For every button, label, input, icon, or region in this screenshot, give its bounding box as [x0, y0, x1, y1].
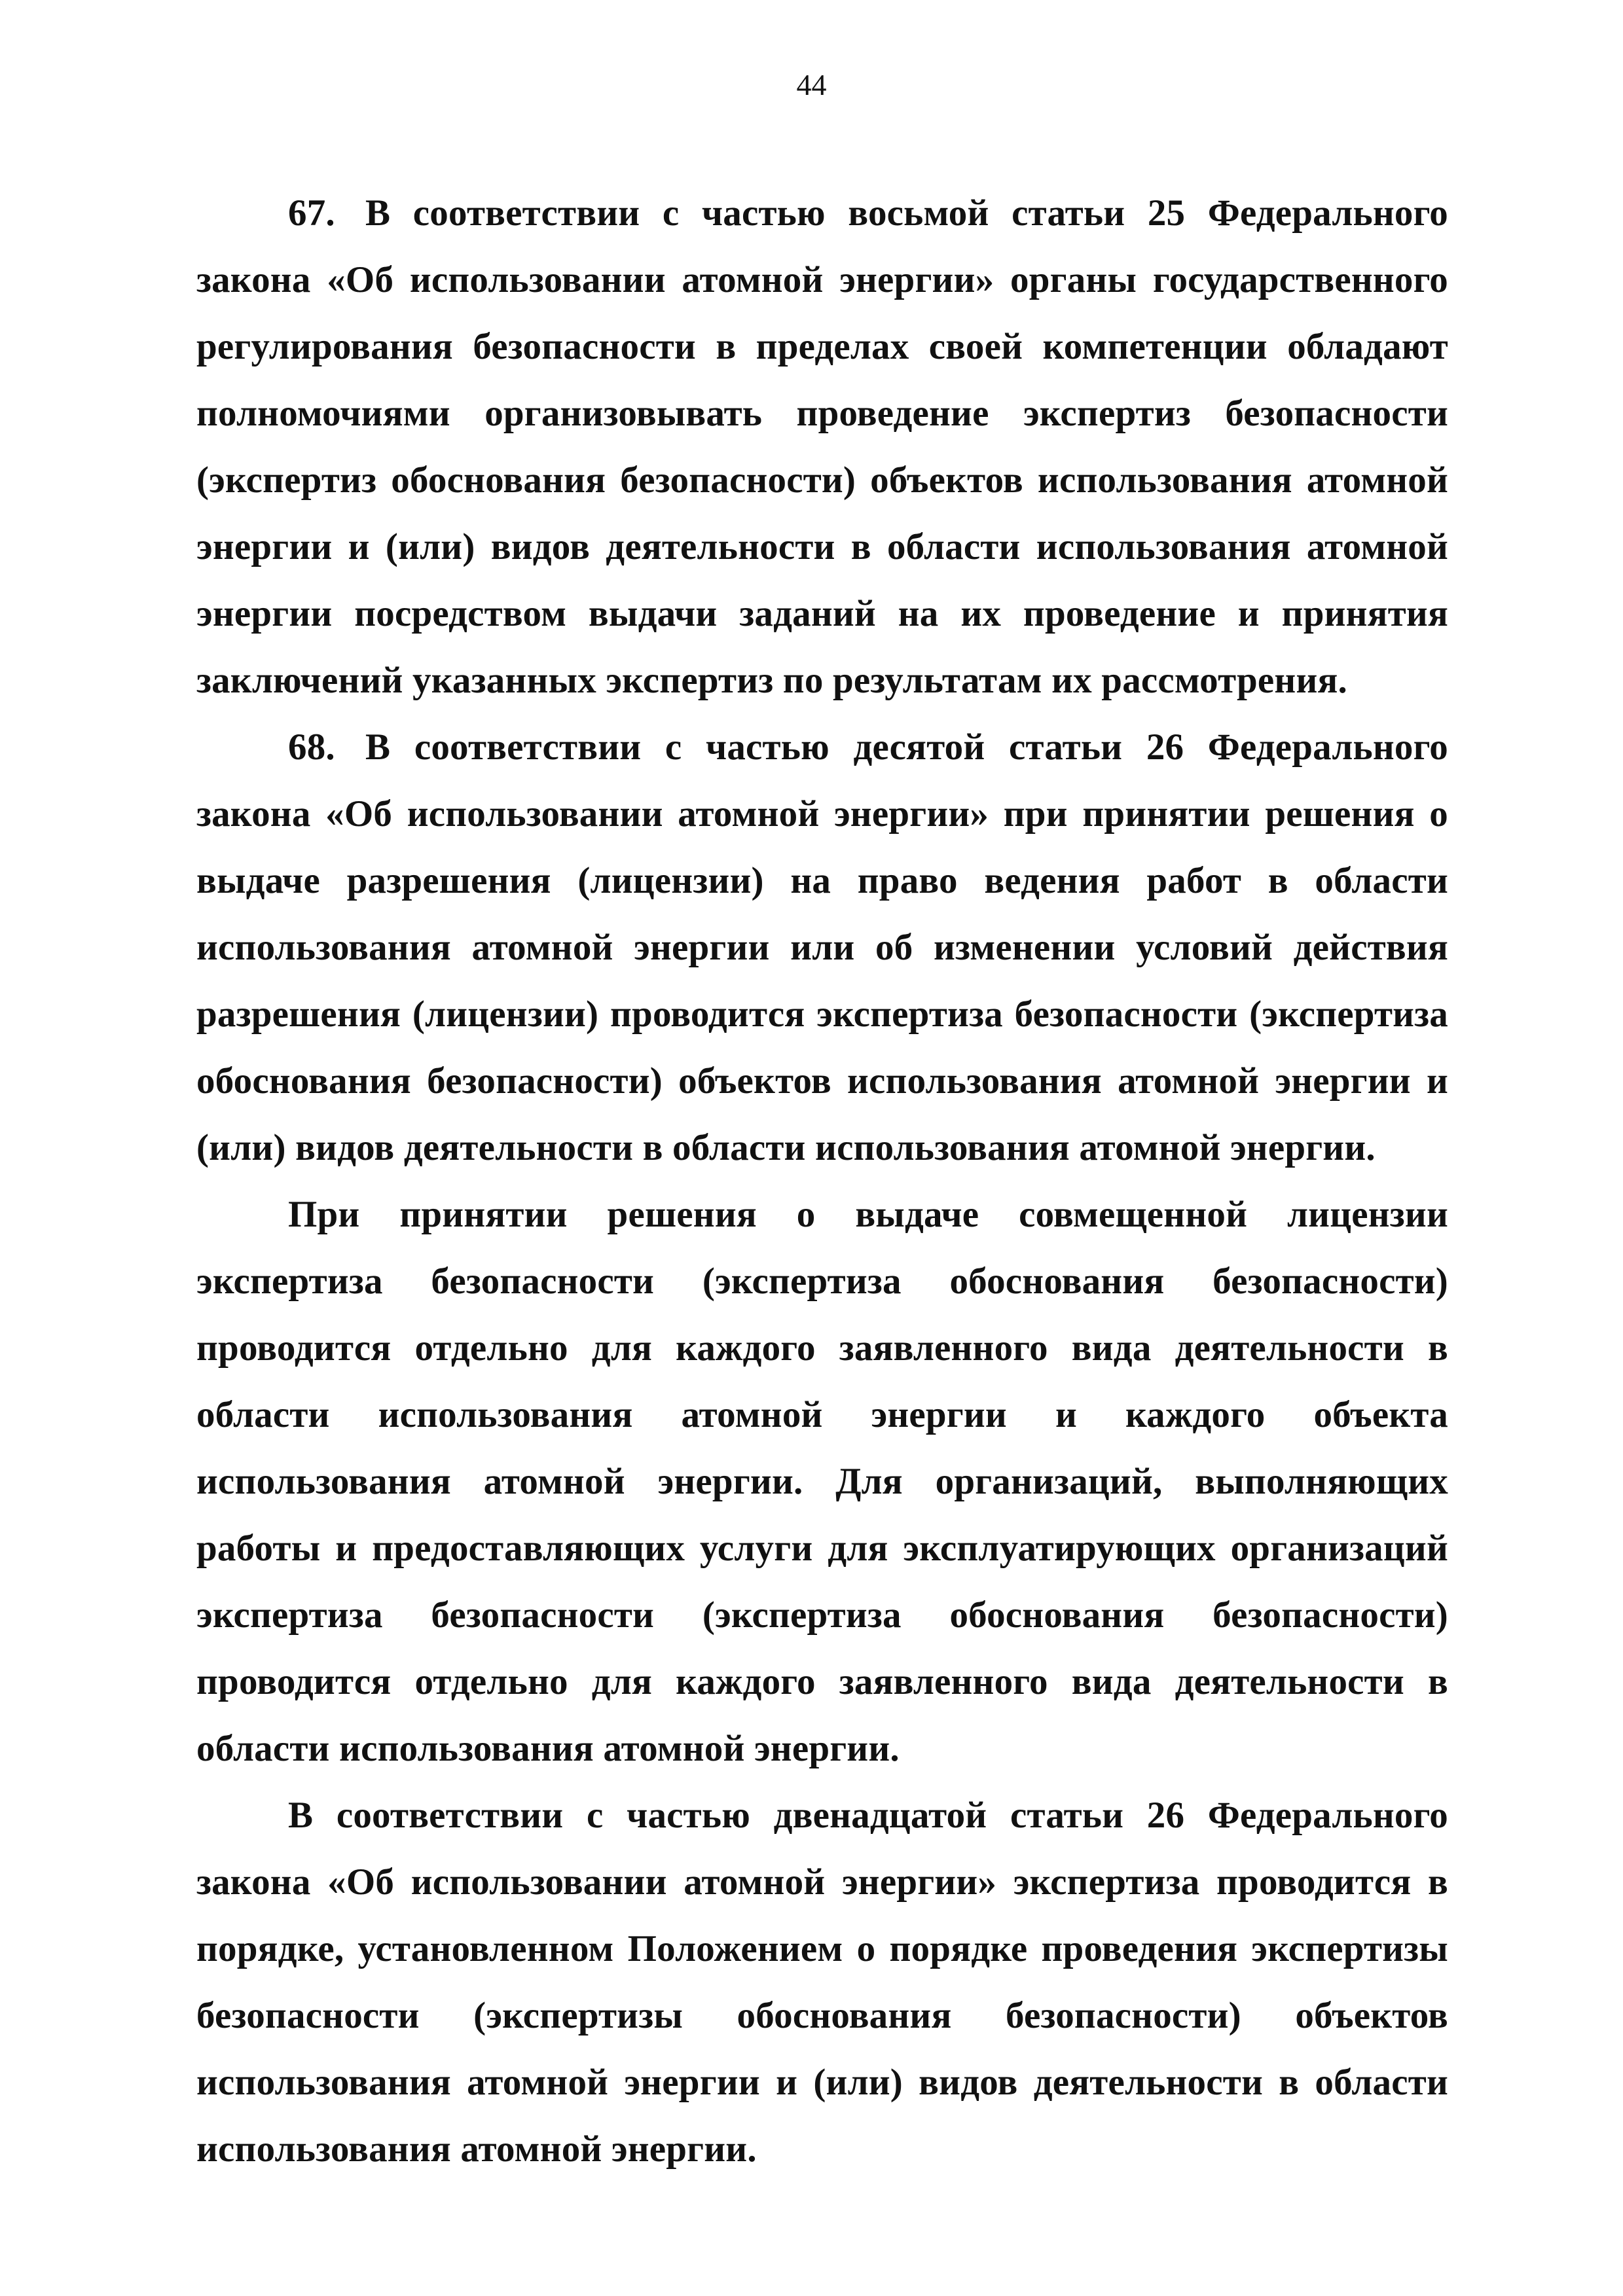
document-body	[196, 180, 1448, 2183]
paragraph-text: В соответствии с частью восьмой статьи 25 Федерального закона «Об использовании атомной энергии» органы государственного регулирования безопасности в пределах своей компетенции обладают полномочиями организовывать проведение экспертиз безопасности (экспертиз обоснования безопасности) объектов использования атомной энергии и (или) видов деятельности в области использования атомной энергии посредством выдачи заданий на их проведение и принятия заключений указанных экспертиз по результатам их рассмотрения.	[196, 192, 1448, 701]
page-number: 44	[796, 68, 827, 101]
paragraph-number: 68.	[288, 726, 335, 768]
paragraph-number: 67.	[288, 192, 335, 234]
paragraph-68	[196, 714, 1448, 1181]
paragraph-text: При принятии решения о выдаче совмещенной лицензии экспертиза безопасности (экспертиза обоснования безопасности) проводится отдельно для каждого заявленного вида деятельности в области использования атомной энергии и каждого объекта использования атомной энергии. Для организаций, выполняющих работы и предоставляющих услуги для эксплуатирующих организаций экспертиза безопасности (экспертиза обоснования безопасности) проводится отдельно для каждого заявленного вида деятельности в области использования атомной энергии.	[196, 1194, 1448, 1769]
paragraph-text: В соответствии с частью десятой статьи 26 Федерального закона «Об использовании атомной энергии» при принятии решения о выдаче разрешения (лицензии) на право ведения работ в области использования атомной энергии или об изменении условий действия разрешения (лицензии) проводится экспертиза безопасности (экспертиза обоснования безопасности) объектов использования атомной энергии и (или) видов деятельности в области использования атомной энергии.	[196, 726, 1448, 1168]
paragraph-67	[196, 180, 1448, 714]
paragraph-text: В соответствии с частью двенадцатой статьи 26 Федерального закона «Об использовании атомной энергии» экспертиза проводится в порядке, установленном Положением о порядке проведения экспертизы безопасности (экспертизы обоснования безопасности) объектов использования атомной энергии и (или) видов деятельности в области использования атомной энергии.	[196, 1795, 1448, 2170]
paragraph-combined-license	[196, 1181, 1448, 1782]
paragraph-twelfth-part	[196, 1782, 1448, 2183]
